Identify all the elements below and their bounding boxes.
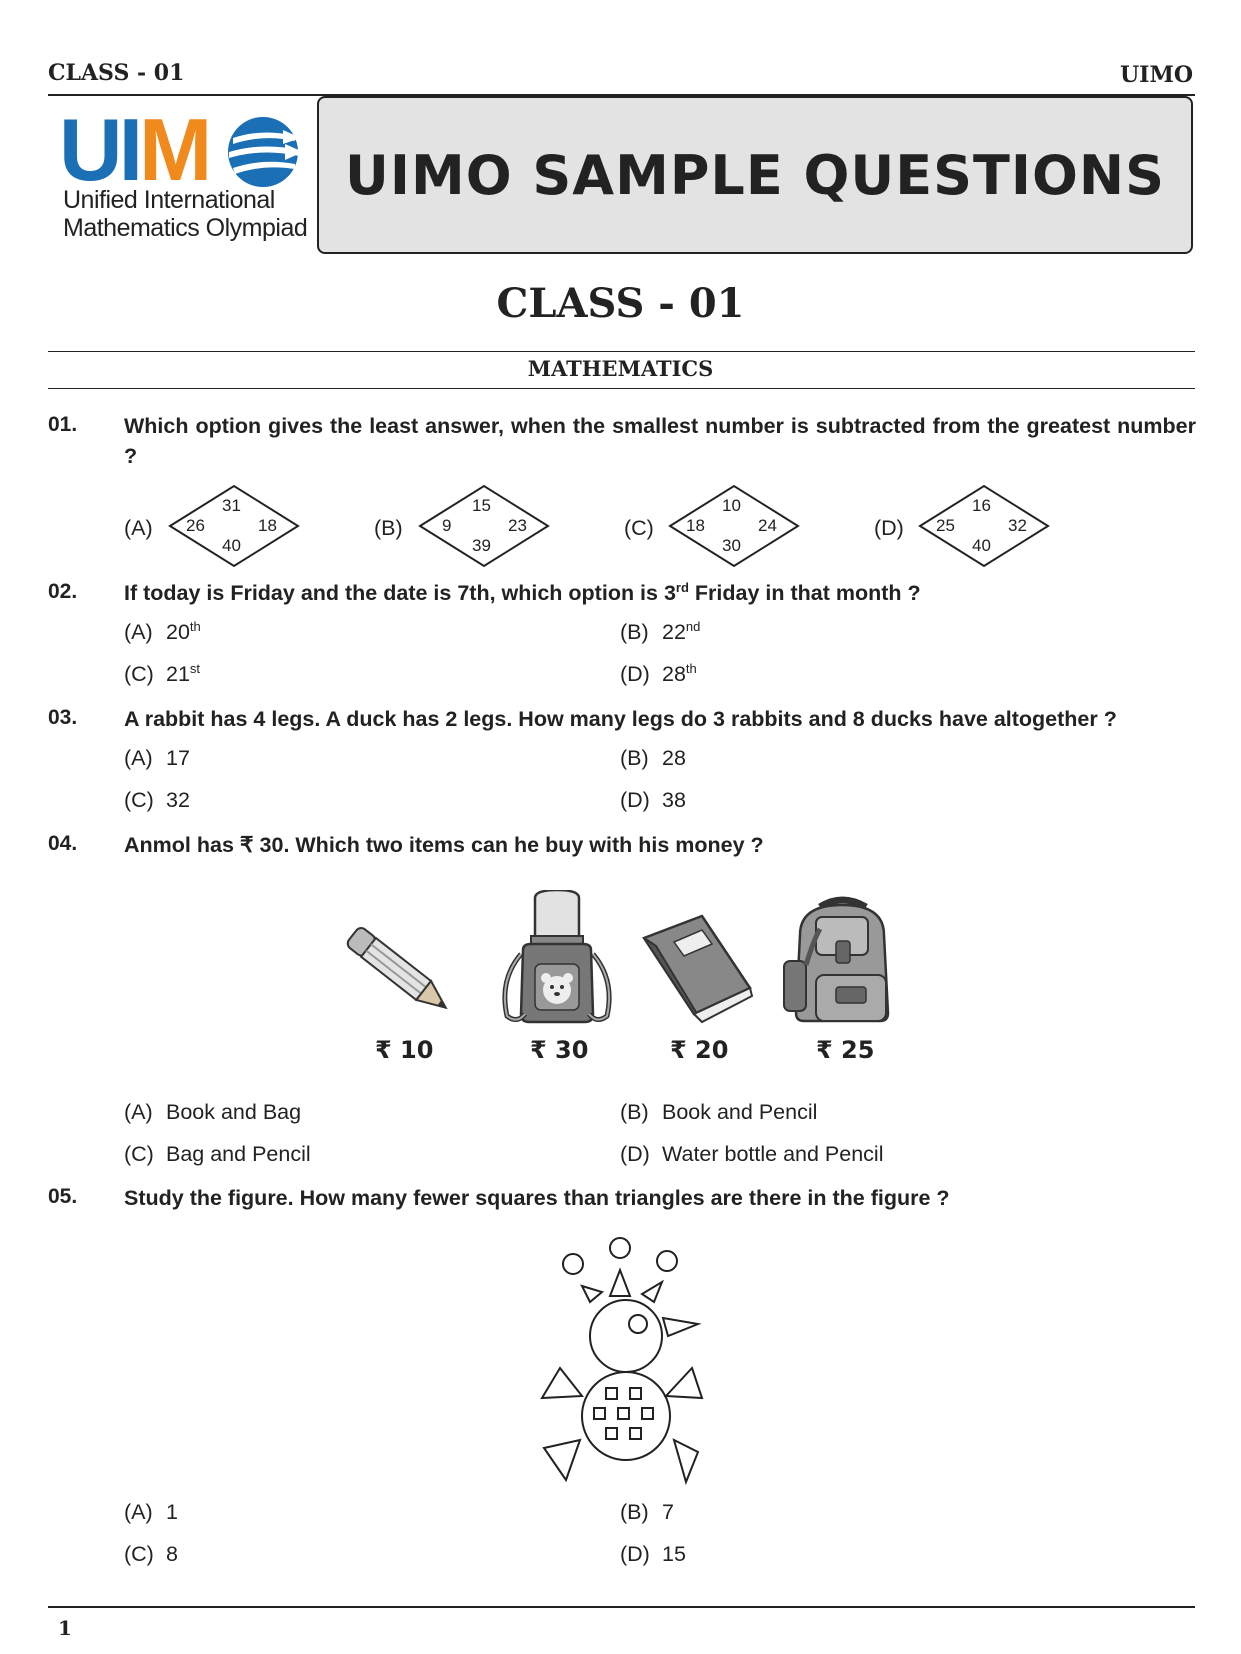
pencil-icon (340, 920, 465, 1025)
option-label: (D) (874, 516, 904, 540)
q4-option-c[interactable]: (C) Bag and Pencil (124, 1142, 311, 1166)
diamond-right-number: 23 (508, 516, 527, 535)
q3-option-b[interactable]: (B) 28 (620, 746, 686, 770)
question-text: Anmol has ₹ 30. Which two items can he buy with his money ? (124, 833, 764, 857)
uimo-logo (55, 100, 315, 260)
q3-option-a[interactable]: (A) 17 (124, 746, 190, 770)
q1-option-b[interactable] (374, 484, 554, 568)
diamond-top-number: 15 (472, 496, 491, 515)
option-label: (A) (124, 516, 153, 540)
q2-option-c[interactable]: (C) 21st (124, 660, 201, 686)
book-price: ₹ 20 (670, 1036, 729, 1064)
question-text: A rabbit has 4 legs. A duck has 2 legs. How many legs do 3 rabbits and 8 ducks have altogether ? (124, 707, 1117, 731)
subject-rule-bottom (48, 388, 1195, 389)
subject-heading: MATHEMATICS (527, 356, 714, 381)
q4-option-b[interactable]: (B) Book and Pencil (620, 1100, 818, 1124)
water-bottle-icon (495, 890, 620, 1025)
header-class-label: CLASS - 01 (48, 60, 185, 86)
diamond-bottom-number: 30 (722, 536, 741, 555)
class-heading: CLASS - 01 (496, 280, 745, 327)
question-number: 04. (48, 832, 78, 855)
diamond-top-number: 16 (972, 496, 991, 515)
q1-option-d[interactable] (874, 484, 1054, 568)
banner-title: UIMO SAMPLE QUESTIONS (345, 143, 1165, 207)
page-number: 1 (58, 1616, 72, 1640)
question-text: Which option gives the least answer, when the smallest number is subtracted from the greatest number ? (124, 414, 1196, 468)
q4-option-d[interactable]: (D) Water bottle and Pencil (620, 1142, 884, 1166)
question-number: 01. (48, 413, 78, 436)
q2-option-a[interactable]: (A) 20th (124, 618, 201, 644)
title-banner (317, 96, 1193, 254)
book-icon (640, 910, 755, 1025)
diamond-right-number: 24 (758, 516, 777, 535)
q3-option-d[interactable]: (D) 38 (620, 788, 686, 812)
question-text: Study the figure. How many fewer squares than triangles are there in the figure ? (124, 1186, 950, 1210)
question-number: 03. (48, 706, 78, 729)
diamond-bottom-number: 40 (972, 536, 991, 555)
q5-option-a[interactable]: (A) 1 (124, 1500, 178, 1524)
q5-option-b[interactable]: (B) 7 (620, 1500, 674, 1524)
q1-option-a[interactable] (124, 484, 304, 568)
q2-option-b[interactable]: (B) 22nd (620, 618, 701, 644)
q1-option-c[interactable] (624, 484, 804, 568)
option-label: (B) (374, 516, 403, 540)
water-bottle-price: ₹ 30 (530, 1036, 589, 1064)
q4-option-a[interactable]: (A) Book and Bag (124, 1100, 302, 1124)
bag-icon (780, 895, 905, 1025)
diamond-top-number: 31 (222, 496, 241, 515)
q5-option-c[interactable]: (C) 8 (124, 1542, 178, 1566)
question-text: If today is Friday and the date is 7th, which option is 3rd Friday in that month ? (124, 579, 921, 605)
diamond-top-number: 10 (722, 496, 741, 515)
diamond-right-number: 18 (258, 516, 277, 535)
subject-rule-top (48, 351, 1195, 352)
footer-rule (48, 1606, 1195, 1608)
q5-option-d[interactable]: (D) 15 (620, 1542, 686, 1566)
logo-line-2: Mathematics Olympiad (63, 214, 308, 242)
option-label: (C) (624, 516, 654, 540)
question-number: 05. (48, 1185, 78, 1208)
diamond-left-number: 9 (442, 516, 452, 535)
globe-icon (223, 114, 303, 190)
question-number: 02. (48, 580, 78, 603)
q2-option-d[interactable]: (D) 28th (620, 660, 697, 686)
header-uimo-label: UIMO (1120, 62, 1193, 88)
diamond-left-number: 18 (686, 516, 705, 535)
diamond-left-number: 26 (186, 516, 205, 535)
diamond-bottom-number: 39 (472, 536, 491, 555)
diamond-bottom-number: 40 (222, 536, 241, 555)
diamond-left-number: 25 (936, 516, 955, 535)
pencil-price: ₹ 10 (375, 1036, 434, 1064)
q3-option-c[interactable]: (C) 32 (124, 788, 190, 812)
bag-price: ₹ 25 (816, 1036, 875, 1064)
shapes-figure (530, 1228, 720, 1488)
logo-line-1: Unified International (63, 186, 275, 214)
logo-letters: UIM (59, 100, 209, 199)
diamond-right-number: 32 (1008, 516, 1027, 535)
